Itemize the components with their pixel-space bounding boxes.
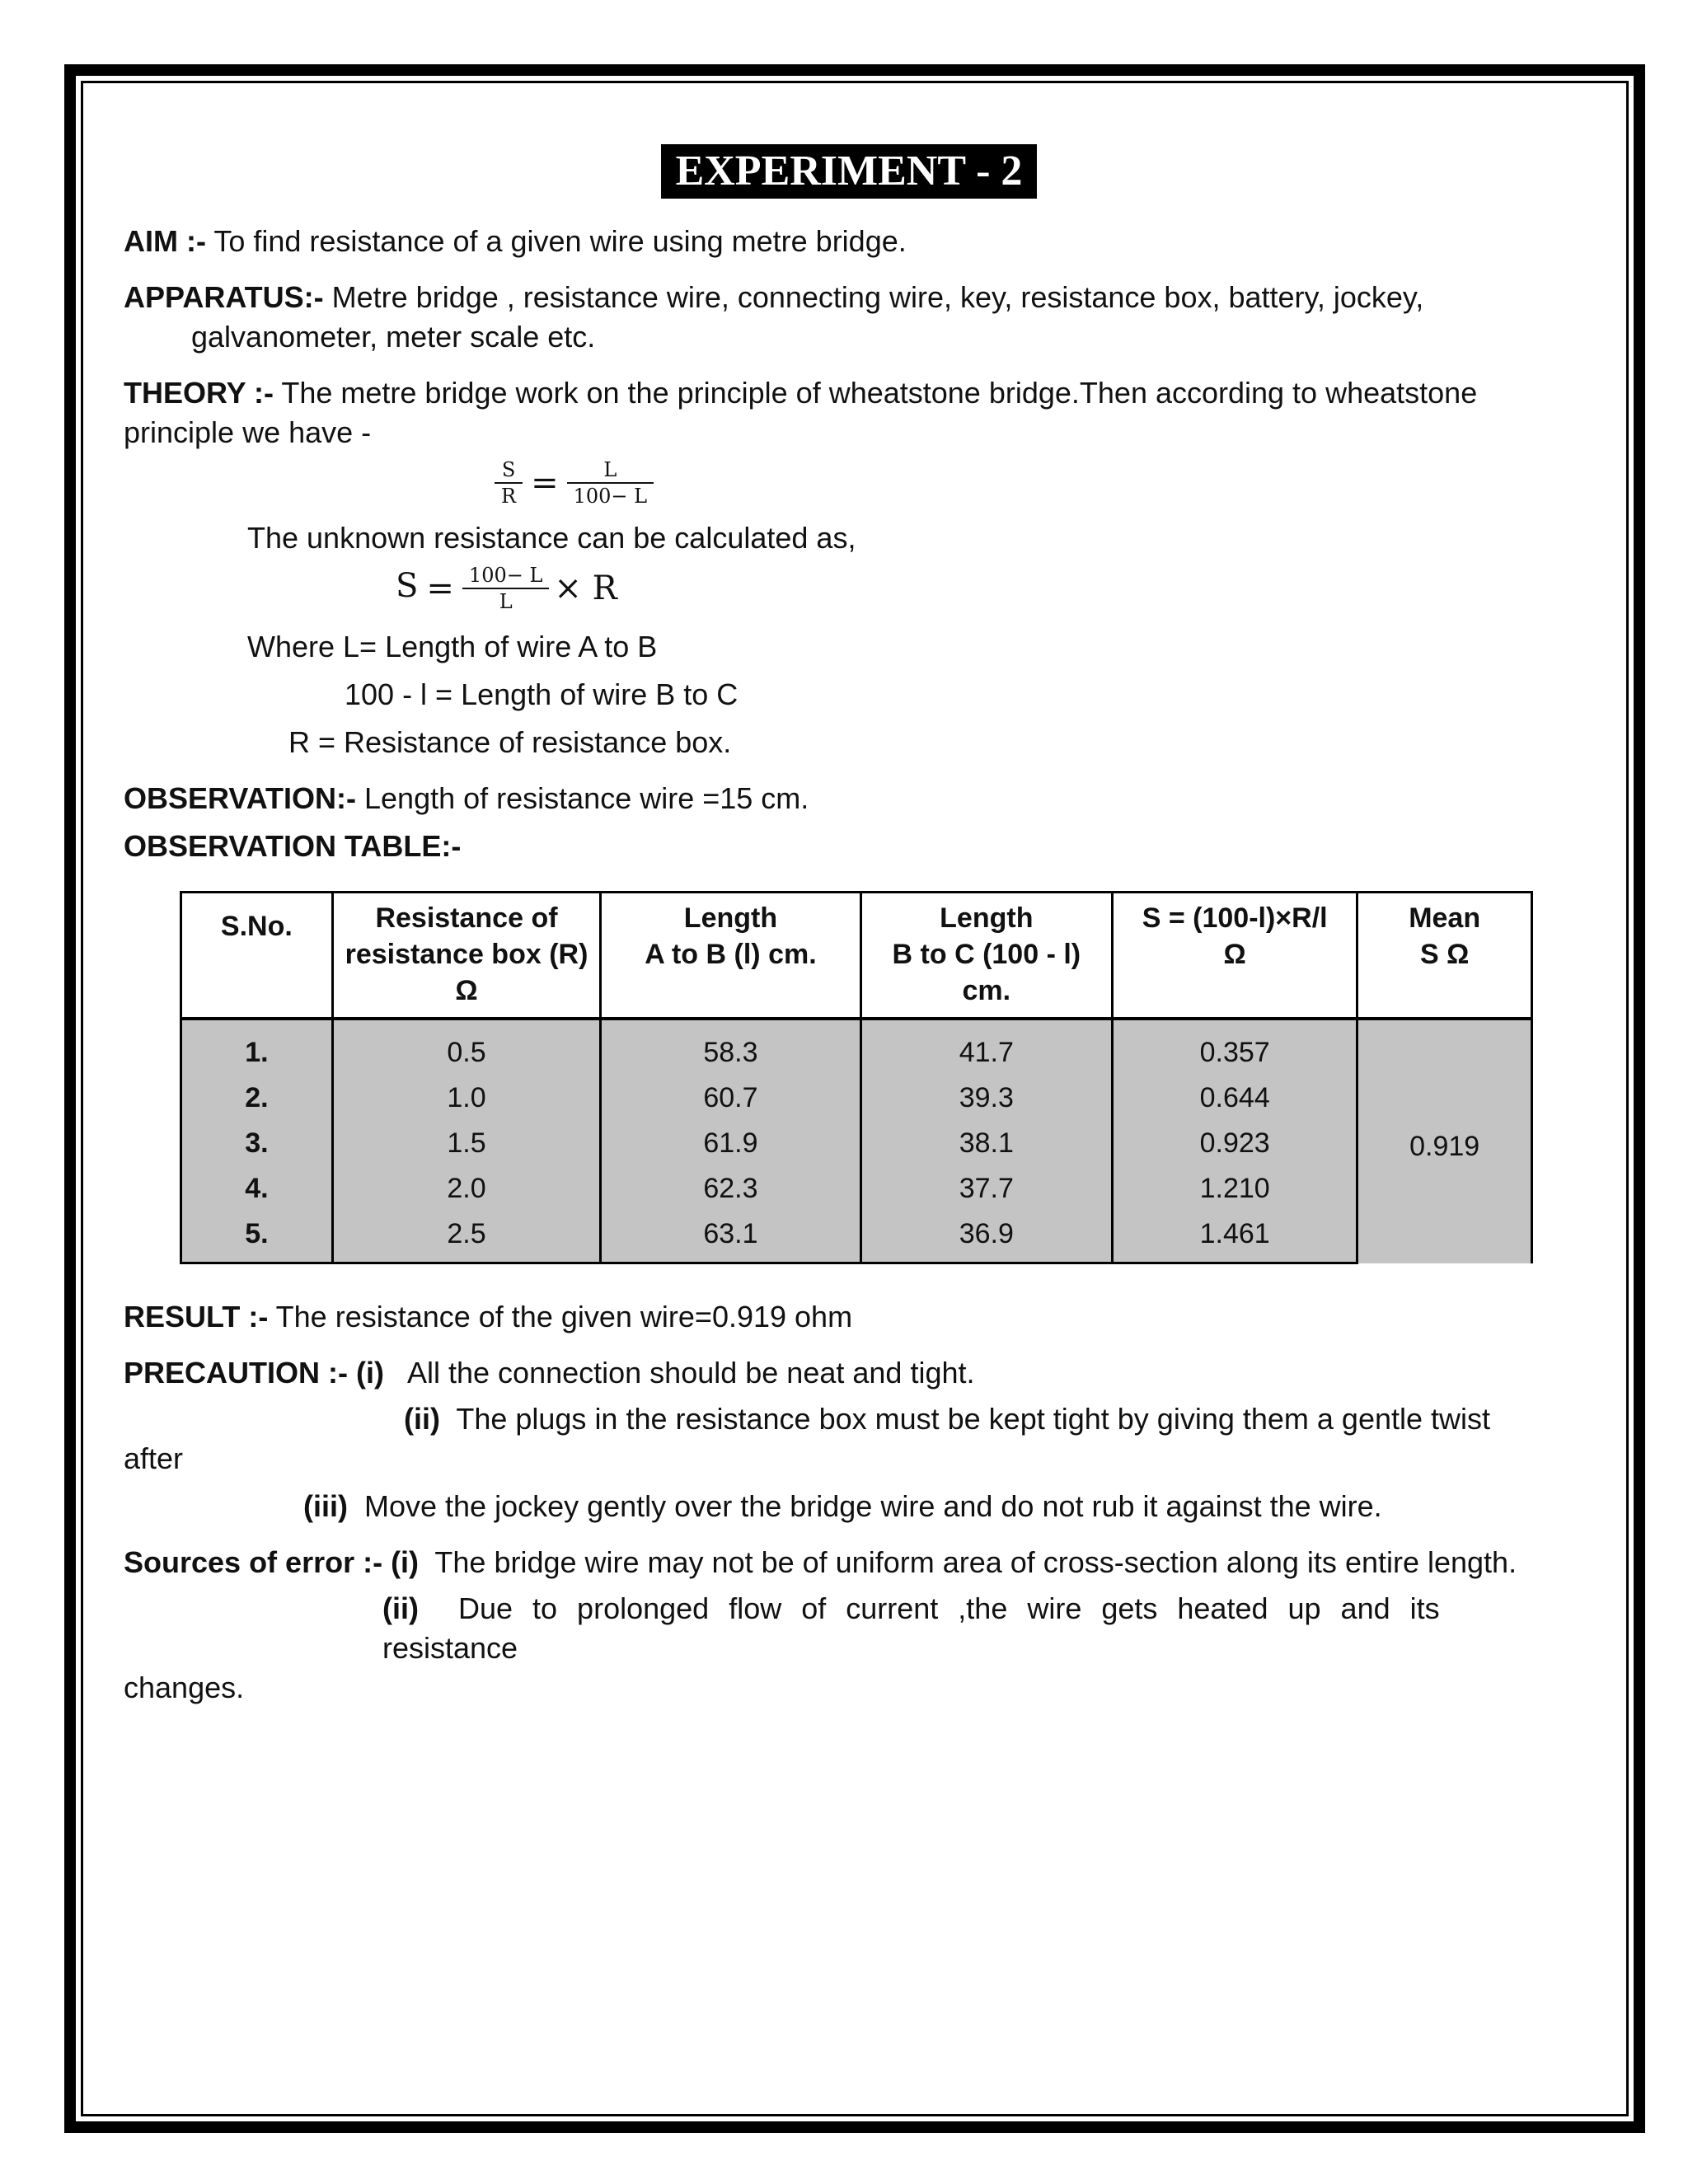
precaution-ii-text: The plugs in the resistance box must be kept tight by giving them a gentle twist	[439, 1402, 1491, 1436]
result-text: The resistance of the given wire=0.919 ohm	[268, 1300, 853, 1333]
where-line-3: R = Resistance of resistance box.	[288, 725, 732, 759]
where-line-1: Where L= Length of wire A to B	[247, 630, 658, 663]
cell-resistance: 1.0	[332, 1076, 601, 1121]
fraction-s-over-r	[495, 457, 523, 509]
precaution-ii	[124, 1399, 1574, 1439]
theory-label: THEORY :-	[124, 376, 274, 410]
cell-length-ab: 60.7	[601, 1076, 860, 1121]
header-s-formula-line1: S = (100-l)×R/l	[1142, 902, 1328, 934]
result-label: RESULT :-	[124, 1300, 269, 1333]
theory-section	[124, 373, 1574, 452]
table-row	[181, 1019, 1532, 1076]
cell-length-bc: 36.9	[860, 1212, 1112, 1263]
apparatus-text: Metre bridge , resistance wire, connecting wire, key, resistance box, battery, jockey,	[323, 280, 1424, 314]
precaution-ii-label: (ii)	[404, 1402, 440, 1436]
aim-section	[124, 222, 1574, 261]
header-sno	[181, 893, 333, 1019]
cell-length-bc: 38.1	[860, 1121, 1112, 1166]
cell-s-value: 0.923	[1113, 1121, 1357, 1166]
where-line-2: 100 - l = Length of wire B to C	[345, 677, 738, 711]
cell-s-value: 1.461	[1113, 1212, 1357, 1263]
header-resistance-line3: Ω	[455, 975, 478, 1006]
observation-section	[124, 779, 1574, 818]
title-container	[124, 144, 1574, 199]
observation-label: OBSERVATION:-	[124, 781, 357, 815]
header-resistance	[332, 893, 601, 1019]
cell-length-ab: 63.1	[601, 1212, 860, 1263]
cell-length-ab: 58.3	[601, 1019, 860, 1076]
equation-s	[396, 563, 1574, 614]
eq2-equals: =	[426, 569, 454, 607]
apparatus-label: APPARATUS:-	[124, 280, 324, 314]
header-mean-line1: Mean	[1409, 902, 1481, 934]
header-resistance-line2: resistance box (R)	[345, 939, 588, 970]
eq1-lhs-num: S	[495, 457, 523, 484]
aim-label: AIM :-	[124, 224, 206, 258]
cell-sno: 3.	[181, 1121, 333, 1166]
eq1-lhs-den: R	[501, 485, 517, 508]
precaution-i-text: All the connection should be neat and tight.	[383, 1356, 975, 1390]
header-mean	[1357, 893, 1532, 1019]
observation-table-label: OBSERVATION TABLE:-	[124, 829, 462, 863]
cell-sno: 2.	[181, 1076, 333, 1121]
observation-table-heading	[124, 827, 1574, 866]
header-length-bc-line1: Length	[940, 902, 1034, 934]
cell-resistance: 2.5	[332, 1212, 601, 1263]
cell-length-ab: 61.9	[601, 1121, 860, 1166]
cell-s-value: 0.357	[1113, 1019, 1357, 1076]
table-row	[181, 1121, 1532, 1166]
eq2-den: L	[499, 590, 513, 613]
document-page	[124, 144, 1574, 1708]
eq2-num: 100− L	[462, 563, 549, 589]
cell-resistance: 0.5	[332, 1019, 601, 1076]
calc-text: The unknown resistance can be calculated as,	[247, 521, 856, 555]
cell-sno: 5.	[181, 1212, 333, 1263]
theory-text: The metre bridge work on the principle of wheatstone bridge.Then according to wheatstone principle we have -	[124, 376, 1478, 449]
eq1-rhs-den: 100− L	[573, 485, 648, 508]
fraction-100-minus-l-over-l	[462, 563, 549, 614]
mean-value: 0.919	[1409, 1130, 1480, 1162]
eq2-lhs: S	[396, 567, 419, 605]
cell-length-bc: 37.7	[860, 1166, 1112, 1212]
cell-s-value: 1.210	[1113, 1166, 1357, 1212]
result-section	[124, 1297, 1574, 1337]
header-length-ab-line1: Length	[683, 902, 778, 934]
precaution-iii	[124, 1487, 1574, 1526]
cell-resistance: 2.0	[332, 1166, 601, 1212]
fraction-l-over-100-minus-l	[567, 457, 654, 509]
header-s-formula-line2: Ω	[1223, 939, 1246, 970]
header-mean-line2: S Ω	[1419, 939, 1470, 970]
table-row	[181, 1212, 1532, 1263]
cell-sno: 4.	[181, 1166, 333, 1212]
header-length-bc-line2: B to C (100 - l)	[892, 939, 1081, 970]
cell-length-ab: 62.3	[601, 1166, 860, 1212]
precaution-iii-text: Move the jockey gently over the bridge wire and do not rub it against the wire.	[347, 1489, 1382, 1523]
errors-i-text: The bridge wire may not be of uniform area of cross-section along its entire length.	[419, 1545, 1517, 1579]
cell-s-value: 0.644	[1113, 1076, 1357, 1121]
eq2-times-r: × R	[554, 569, 617, 607]
errors-ii-label: (ii)	[382, 1591, 419, 1625]
equation-ratio	[495, 457, 1574, 509]
table-row	[181, 1076, 1532, 1121]
observation-text: Length of resistance wire =15 cm.	[356, 781, 809, 815]
eq1-equals: =	[531, 464, 559, 502]
header-length-ab-line2: A to B (l) cm.	[645, 939, 817, 970]
header-length-bc	[860, 893, 1112, 1019]
table-row	[181, 1166, 1532, 1212]
errors-ii-text: Due to prolonged flow of current ,the wire gets heated up and its resistance	[382, 1591, 1460, 1665]
cell-mean	[1357, 1019, 1532, 1263]
header-s-formula	[1113, 893, 1357, 1019]
aim-text: To find resistance of a given wire using metre bridge.	[205, 224, 907, 258]
observation-table	[180, 891, 1533, 1264]
errors-ii	[124, 1589, 1574, 1668]
errors-ii-cont: changes.	[124, 1671, 245, 1704]
precaution-iii-label: (iii)	[303, 1489, 348, 1523]
apparatus-text-cont: galvanometer, meter scale etc.	[191, 320, 596, 354]
cell-sno: 1.	[181, 1019, 333, 1076]
eq1-rhs-num: L	[567, 457, 654, 484]
header-length-ab	[601, 893, 860, 1019]
precaution-ii-cont: after	[124, 1441, 184, 1475]
header-length-bc-line3: cm.	[962, 975, 1011, 1006]
experiment-title: EXPERIMENT - 2	[661, 144, 1038, 199]
precaution-label: PRECAUTION :- (i)	[124, 1356, 384, 1390]
apparatus-section	[124, 278, 1574, 357]
header-resistance-line1: Resistance of	[375, 902, 558, 934]
cell-resistance: 1.5	[332, 1121, 601, 1166]
table-header-row	[181, 893, 1532, 1019]
errors-label: Sources of error :- (i)	[124, 1545, 420, 1579]
header-sno-label: S.No.	[220, 911, 293, 942]
errors-section	[124, 1543, 1574, 1582]
cell-length-bc: 41.7	[860, 1019, 1112, 1076]
cell-length-bc: 39.3	[860, 1076, 1112, 1121]
precaution-section	[124, 1353, 1574, 1393]
